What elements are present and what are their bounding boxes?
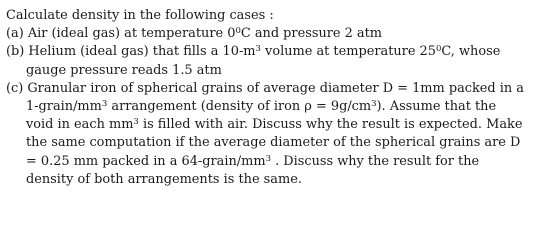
case-c-cubic-1: 3 <box>101 99 108 110</box>
case-b-cubic: 3 <box>255 44 261 55</box>
case-c-line-6: density of both arrangements is the same. <box>26 171 302 187</box>
case-b-line-2: gauge pressure reads 1.5 atm <box>26 62 222 78</box>
case-a-text-2: C and pressure 2 atm <box>240 26 383 42</box>
heading: Calculate density in the following cases : <box>6 8 274 23</box>
case-b-text-3: C, whose <box>441 44 501 60</box>
case-a <box>6 25 534 43</box>
case-b-text-2: volume at temperature 25 <box>260 44 436 60</box>
case-c-text-2c: ). Assume that the <box>376 99 497 115</box>
case-c-text-3a: void in each mm <box>26 117 134 133</box>
case-c-text-5a: = 0.25 mm packed in a 64-grain/mm <box>26 153 266 169</box>
case-a-degree: 0 <box>235 26 241 37</box>
case-c-cubic-4: 3 <box>265 153 271 164</box>
case-b-degree: 0 <box>435 44 442 55</box>
case-c-text-3b: is filled with air. Discuss why the result is expected. Make <box>138 117 523 133</box>
case-c-text-5b: . Discuss why the result for the <box>271 153 480 169</box>
case-c-text-2a: 1-grain/mm <box>26 99 102 115</box>
problem-text <box>6 7 534 189</box>
case-b-line-1 <box>6 43 534 61</box>
case-b-text-1: (b) Helium (ideal gas) that fills a 10-m <box>6 44 256 60</box>
case-c-line-2 <box>6 98 534 116</box>
case-c-line-4: the same computation if the average diameter of the spherical grains are D <box>26 135 521 151</box>
case-c-line-5 <box>6 153 534 171</box>
case-c-line-1: (c) Granular iron of spherical grains of average diameter D = 1mm packed in a <box>6 80 524 96</box>
case-a-text-1: (a) Air (ideal gas) at temperature 0 <box>6 26 236 42</box>
case-c-cubic-3: 3 <box>133 117 139 128</box>
case-c-cubic-2: 3 <box>371 99 377 110</box>
case-c-text-2b: arrangement (density of iron ρ = 9g/cm <box>107 99 372 115</box>
case-c-line-3 <box>6 116 534 134</box>
